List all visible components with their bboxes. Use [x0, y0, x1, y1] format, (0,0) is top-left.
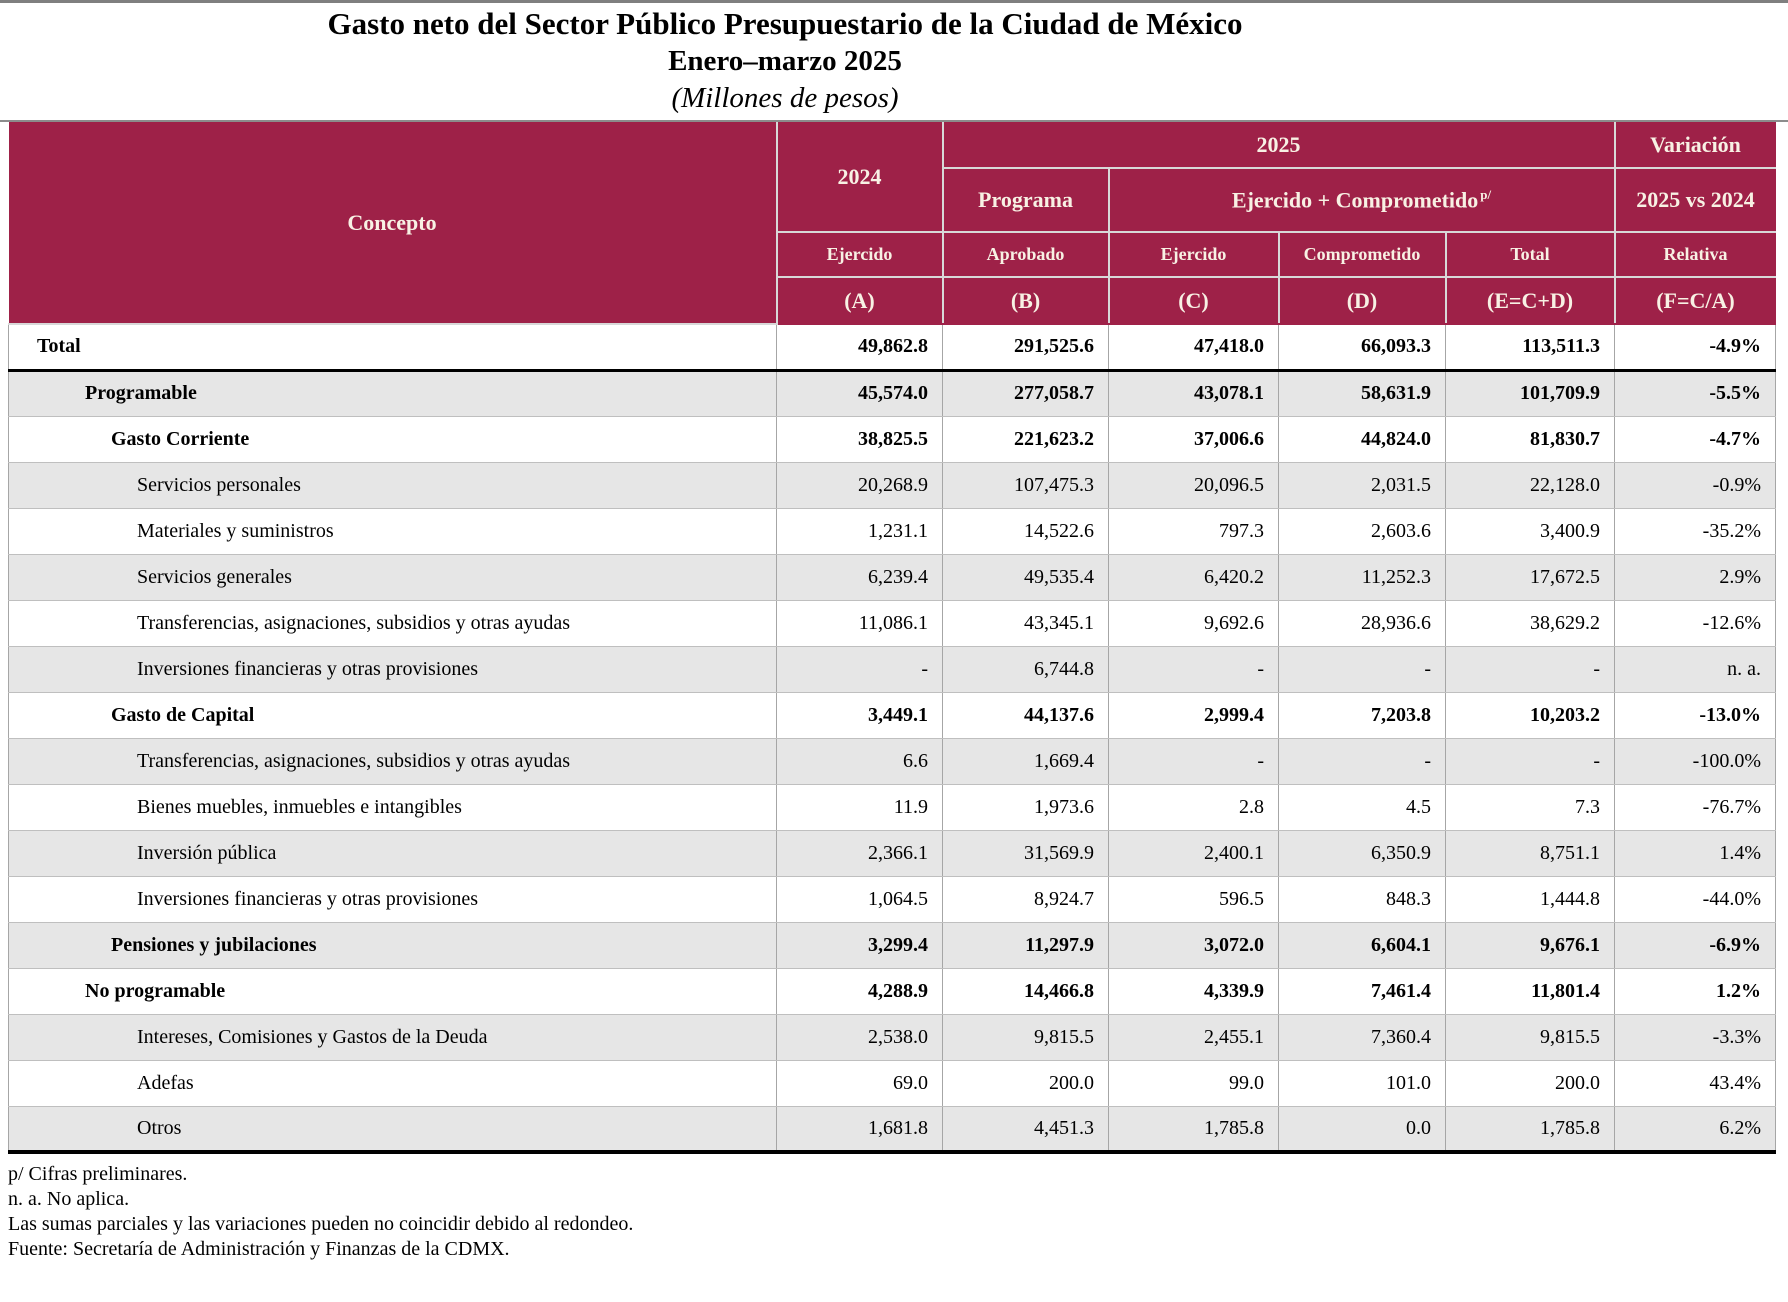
table-row [9, 554, 1776, 600]
value-cell: 6,350.9 [1279, 830, 1446, 876]
value-cell: 6,239.4 [777, 554, 943, 600]
header-sub-relativa: Relativa [1615, 232, 1776, 277]
header-sub-aprobado: Aprobado [943, 232, 1109, 277]
value-cell: 2,031.5 [1279, 462, 1446, 508]
value-cell: 1,231.1 [777, 508, 943, 554]
value-cell: 1,064.5 [777, 876, 943, 922]
value-cell: 22,128.0 [1446, 462, 1615, 508]
title-line-2: Enero–marzo 2025 [668, 45, 902, 77]
value-cell: 2,366.1 [777, 830, 943, 876]
concept-cell: Servicios generales [9, 554, 777, 600]
value-cell: 49,535.4 [943, 554, 1109, 600]
footnote-preliminary: p/ Cifras preliminares. [8, 1163, 188, 1185]
value-cell: 11,252.3 [1279, 554, 1446, 600]
value-cell: 69.0 [777, 1060, 943, 1106]
concept-cell: Inversiones financieras y otras provisiones [9, 876, 777, 922]
header-letter-a: (A) [777, 277, 943, 324]
value-cell: 7,360.4 [1279, 1014, 1446, 1060]
table-row [9, 784, 1776, 830]
value-cell: n. a. [1615, 646, 1776, 692]
table-row [9, 1106, 1776, 1152]
value-cell: 596.5 [1109, 876, 1279, 922]
value-cell: -3.3% [1615, 1014, 1776, 1060]
value-cell: 107,475.3 [943, 462, 1109, 508]
concept-cell: Adefas [9, 1060, 777, 1106]
value-cell: 44,137.6 [943, 692, 1109, 738]
header-sub-comprometido: Comprometido [1279, 232, 1446, 277]
value-cell: 1,444.8 [1446, 876, 1615, 922]
concept-cell: Inversión pública [9, 830, 777, 876]
value-cell: 6,744.8 [943, 646, 1109, 692]
value-cell: 221,623.2 [943, 416, 1109, 462]
value-cell: 3,449.1 [777, 692, 943, 738]
value-cell: - [1109, 646, 1279, 692]
value-cell: -35.2% [1615, 508, 1776, 554]
value-cell: 2.8 [1109, 784, 1279, 830]
value-cell: 38,629.2 [1446, 600, 1615, 646]
value-cell: 6,604.1 [1279, 922, 1446, 968]
value-cell: -6.9% [1615, 922, 1776, 968]
value-cell: 43,345.1 [943, 600, 1109, 646]
value-cell: 1,669.4 [943, 738, 1109, 784]
value-cell: 43.4% [1615, 1060, 1776, 1106]
value-cell: 2,538.0 [777, 1014, 943, 1060]
value-cell: 7,203.8 [1279, 692, 1446, 738]
value-cell: 3,299.4 [777, 922, 943, 968]
value-cell: - [1279, 738, 1446, 784]
value-cell: 9,676.1 [1446, 922, 1615, 968]
table-row [9, 922, 1776, 968]
value-cell: -44.0% [1615, 876, 1776, 922]
table-header [9, 122, 1776, 324]
value-cell: 43,078.1 [1109, 370, 1279, 416]
table-row [9, 692, 1776, 738]
value-cell: 4,339.9 [1109, 968, 1279, 1014]
value-cell: -4.9% [1615, 324, 1776, 370]
value-cell: -100.0% [1615, 738, 1776, 784]
footnote-rounding: Las sumas parciales y las variaciones pueden no coincidir debido al redondeo. [8, 1213, 634, 1235]
value-cell: 2,999.4 [1109, 692, 1279, 738]
value-cell: -4.7% [1615, 416, 1776, 462]
value-cell: 44,824.0 [1279, 416, 1446, 462]
header-sub-total: Total [1446, 232, 1615, 277]
value-cell: -5.5% [1615, 370, 1776, 416]
value-cell: 14,466.8 [943, 968, 1109, 1014]
value-cell: 848.3 [1279, 876, 1446, 922]
concept-cell: Bienes muebles, inmuebles e intangibles [9, 784, 777, 830]
header-2024: 2024 [777, 122, 943, 232]
header-ejercido-comprometido-label: Ejercido + Comprometido [1231, 187, 1479, 213]
value-cell: 2,603.6 [1279, 508, 1446, 554]
concept-cell: No programable [9, 968, 777, 1014]
concept-cell: Pensiones y jubilaciones [9, 922, 777, 968]
value-cell: 200.0 [1446, 1060, 1615, 1106]
value-cell: 58,631.9 [1279, 370, 1446, 416]
title-line-1: Gasto neto del Sector Público Presupuestario de la Ciudad de México [327, 6, 1243, 41]
value-cell: 66,093.3 [1279, 324, 1446, 370]
value-cell: 3,072.0 [1109, 922, 1279, 968]
value-cell: 1,681.8 [777, 1106, 943, 1152]
table-row [9, 738, 1776, 784]
header-letter-d: (D) [1279, 277, 1446, 324]
header-sub-ejercido-2025: Ejercido [1109, 232, 1279, 277]
table-row [9, 1060, 1776, 1106]
value-cell: 11.9 [777, 784, 943, 830]
concept-cell: Materiales y suministros [9, 508, 777, 554]
value-cell: 6.6 [777, 738, 943, 784]
table-row [9, 600, 1776, 646]
value-cell: 9,815.5 [943, 1014, 1109, 1060]
footnotes [8, 1162, 1788, 1262]
value-cell: 20,096.5 [1109, 462, 1279, 508]
table-row [9, 1014, 1776, 1060]
value-cell: 4,451.3 [943, 1106, 1109, 1152]
value-cell: 2.9% [1615, 554, 1776, 600]
value-cell: -12.6% [1615, 600, 1776, 646]
value-cell: 1,785.8 [1109, 1106, 1279, 1152]
value-cell: - [777, 646, 943, 692]
value-cell: 1.4% [1615, 830, 1776, 876]
value-cell: 1.2% [1615, 968, 1776, 1014]
value-cell: 20,268.9 [777, 462, 943, 508]
header-letter-c: (C) [1109, 277, 1279, 324]
concept-cell: Servicios personales [9, 462, 777, 508]
value-cell: 4,288.9 [777, 968, 943, 1014]
value-cell: 797.3 [1109, 508, 1279, 554]
value-cell: 101,709.9 [1446, 370, 1615, 416]
value-cell: 277,058.7 [943, 370, 1109, 416]
value-cell: 10,203.2 [1446, 692, 1615, 738]
table-row [9, 324, 1776, 370]
value-cell: -76.7% [1615, 784, 1776, 830]
table-row [9, 968, 1776, 1014]
header-ejercido-comprometido [1109, 168, 1615, 232]
value-cell: 9,815.5 [1446, 1014, 1615, 1060]
header-programa: Programa [943, 168, 1109, 232]
value-cell: 47,418.0 [1109, 324, 1279, 370]
header-concepto: Concepto [9, 122, 777, 324]
concept-cell: Programable [9, 370, 777, 416]
value-cell: 11,801.4 [1446, 968, 1615, 1014]
table-body [9, 324, 1776, 1152]
table-row [9, 876, 1776, 922]
value-cell: 7.3 [1446, 784, 1615, 830]
value-cell: 11,086.1 [777, 600, 943, 646]
value-cell: 38,825.5 [777, 416, 943, 462]
value-cell: - [1446, 738, 1615, 784]
header-sub-ejercido-2024: Ejercido [777, 232, 943, 277]
header-letter-e: (E=C+D) [1446, 277, 1615, 324]
value-cell: 1,973.6 [943, 784, 1109, 830]
concept-cell: Transferencias, asignaciones, subsidios y otras ayudas [9, 738, 777, 784]
budget-table [8, 122, 1776, 1154]
value-cell: - [1109, 738, 1279, 784]
value-cell: - [1279, 646, 1446, 692]
page-top-divider [0, 0, 1788, 3]
value-cell: 2,400.1 [1109, 830, 1279, 876]
table-row [9, 508, 1776, 554]
table-row [9, 646, 1776, 692]
value-cell: -0.9% [1615, 462, 1776, 508]
value-cell: 11,297.9 [943, 922, 1109, 968]
value-cell: 3,400.9 [1446, 508, 1615, 554]
value-cell: 99.0 [1109, 1060, 1279, 1106]
value-cell: - [1446, 646, 1615, 692]
value-cell: 101.0 [1279, 1060, 1446, 1106]
header-letter-b: (B) [943, 277, 1109, 324]
value-cell: 200.0 [943, 1060, 1109, 1106]
value-cell: 81,830.7 [1446, 416, 1615, 462]
table-row [9, 462, 1776, 508]
value-cell: 49,862.8 [777, 324, 943, 370]
table-row [9, 830, 1776, 876]
value-cell: 37,006.6 [1109, 416, 1279, 462]
value-cell: 0.0 [1279, 1106, 1446, 1152]
concept-cell: Otros [9, 1106, 777, 1152]
value-cell: 1,785.8 [1446, 1106, 1615, 1152]
value-cell: 113,511.3 [1446, 324, 1615, 370]
value-cell: 8,924.7 [943, 876, 1109, 922]
concept-cell: Gasto de Capital [9, 692, 777, 738]
value-cell: 2,455.1 [1109, 1014, 1279, 1060]
value-cell: 6,420.2 [1109, 554, 1279, 600]
header-variacion: Variación [1615, 122, 1776, 168]
value-cell: 291,525.6 [943, 324, 1109, 370]
value-cell: 28,936.6 [1279, 600, 1446, 646]
header-2025-vs-2024: 2025 vs 2024 [1615, 168, 1776, 232]
concept-cell: Gasto Corriente [9, 416, 777, 462]
concept-cell: Inversiones financieras y otras provisiones [9, 646, 777, 692]
value-cell: 31,569.9 [943, 830, 1109, 876]
footnote-no-aplica: n. a. No aplica. [8, 1188, 130, 1210]
table-row [9, 416, 1776, 462]
table-row [9, 370, 1776, 416]
header-2025: 2025 [943, 122, 1615, 168]
value-cell: 6.2% [1615, 1106, 1776, 1152]
concept-cell: Intereses, Comisiones y Gastos de la Deuda [9, 1014, 777, 1060]
value-cell: 8,751.1 [1446, 830, 1615, 876]
concept-cell: Transferencias, asignaciones, subsidios y otras ayudas [9, 600, 777, 646]
concept-cell: Total [9, 324, 777, 370]
title-subtitle: (Millones de pesos) [671, 82, 899, 114]
footnote-marker: p/ [1480, 186, 1492, 202]
value-cell: -13.0% [1615, 692, 1776, 738]
value-cell: 7,461.4 [1279, 968, 1446, 1014]
header-letter-f: (F=C/A) [1615, 277, 1776, 324]
page-title [0, 5, 1570, 116]
value-cell: 45,574.0 [777, 370, 943, 416]
footnote-source: Fuente: Secretaría de Administración y Finanzas de la CDMX. [8, 1238, 510, 1260]
value-cell: 9,692.6 [1109, 600, 1279, 646]
value-cell: 17,672.5 [1446, 554, 1615, 600]
value-cell: 4.5 [1279, 784, 1446, 830]
value-cell: 14,522.6 [943, 508, 1109, 554]
